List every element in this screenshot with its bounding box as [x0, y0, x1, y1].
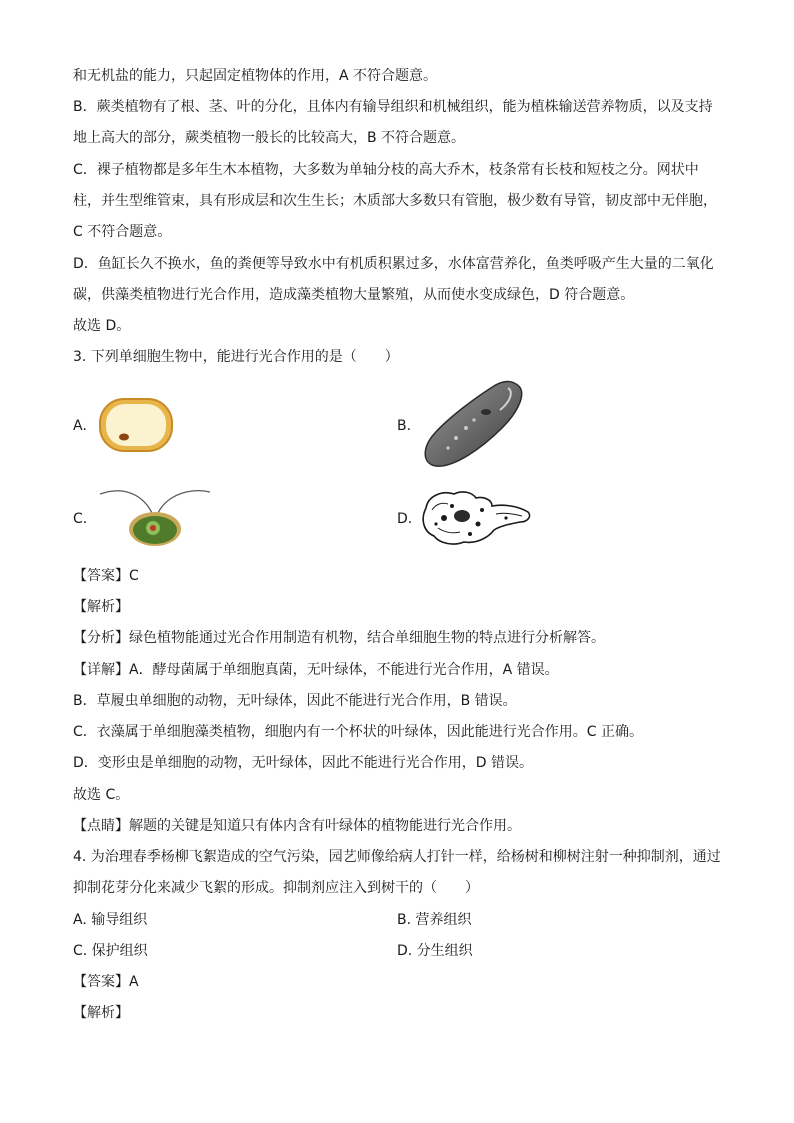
q4-stem-line2: 抑制花芽分化来减少飞絮的形成。抑制剂应注入到树干的（ ）: [73, 880, 479, 896]
prev-solution-c-line1: C．裸子植物都是多年生木本植物，大多数为单轴分枝的高大乔木，枝条常有长枝和短枝之分。网状中: [73, 162, 699, 178]
prev-solution-a-tail: 和无机盐的能力，只起固定植物体的作用，A 不符合题意。: [73, 68, 438, 84]
yeast-cell-icon: [97, 396, 175, 458]
q4-answer: 【答案】A: [73, 974, 139, 990]
q3-answer: 【答案】C: [73, 568, 139, 584]
amoeba-icon: [418, 488, 534, 552]
q4-option-b: B. 营养组织: [397, 912, 472, 928]
q4-analysis-heading: 【解析】: [73, 1005, 129, 1021]
q3-detail-b: B．草履虫单细胞的动物，无叶绿体，因此不能进行光合作用，B 错误。: [73, 693, 517, 709]
q3-comment: 【点睛】解题的关键是知道只有体内含有叶绿体的植物能进行光合作用。: [73, 818, 521, 834]
chlamydomonas-icon: [100, 485, 212, 551]
q3-detail-c: C．衣藻属于单细胞藻类植物，细胞内有一个杯状的叶绿体，因此能进行光合作用。C 正确。: [73, 724, 643, 740]
prev-solution-conclusion: 故选 D。: [73, 318, 131, 334]
q3-analysis-intro: 【分析】绿色植物能通过光合作用制造有机物，结合单细胞生物的特点进行分析解答。: [73, 630, 605, 646]
q3-detail-d: D．变形虫是单细胞的动物，无叶绿体，因此不能进行光合作用，D 错误。: [73, 755, 534, 771]
q4-option-d: D. 分生组织: [397, 943, 473, 959]
paramecium-icon: [420, 376, 530, 476]
prev-solution-b-line2: 地上高大的部分，蕨类植物一般长的比较高大，B 不符合题意。: [73, 130, 466, 146]
prev-solution-c-line3: C 不符合题意。: [73, 224, 172, 240]
prev-solution-c-line2: 柱，并生型维管束，具有形成层和次生生长；木质部大多数只有管胞，极少数有导管，韧皮部中无伴胞，: [73, 193, 717, 209]
q4-option-a: A. 输导组织: [73, 912, 148, 928]
q3-detail-a: 【详解】A．酵母菌属于单细胞真菌，无叶绿体，不能进行光合作用，A 错误。: [73, 662, 559, 678]
prev-solution-d-line2: 碳，供藻类植物进行光合作用，造成藻类植物大量繁殖，从而使水变成绿色，D 符合题意。: [73, 287, 635, 303]
q3-stem: 3. 下列单细胞生物中，能进行光合作用的是（ ）: [73, 349, 399, 365]
q4-stem-line1: 4. 为治理春季杨柳飞絮造成的空气污染，园艺师像给病人打针一样，给杨树和柳树注射一种抑制剂，通过: [73, 849, 721, 865]
q3-option-b-label: B.: [397, 418, 412, 434]
q4-option-c: C. 保护组织: [73, 943, 148, 959]
q3-analysis-heading: 【解析】: [73, 599, 129, 615]
prev-solution-b-line1: B．蕨类植物有了根、茎、叶的分化，且体内有输导组织和机械组织，能为植株输送营养物质，以及支持: [73, 99, 713, 115]
q3-conclusion: 故选 C。: [73, 787, 130, 803]
q3-option-d-label: D.: [397, 511, 413, 527]
prev-solution-d-line1: D．鱼缸长久不换水，鱼的粪便等导致水中有机质积累过多，水体富营养化，鱼类呼吸产生大量的二氧化: [73, 256, 714, 272]
q3-option-a-label: A.: [73, 418, 87, 434]
q3-option-c-label: C.: [73, 511, 88, 527]
